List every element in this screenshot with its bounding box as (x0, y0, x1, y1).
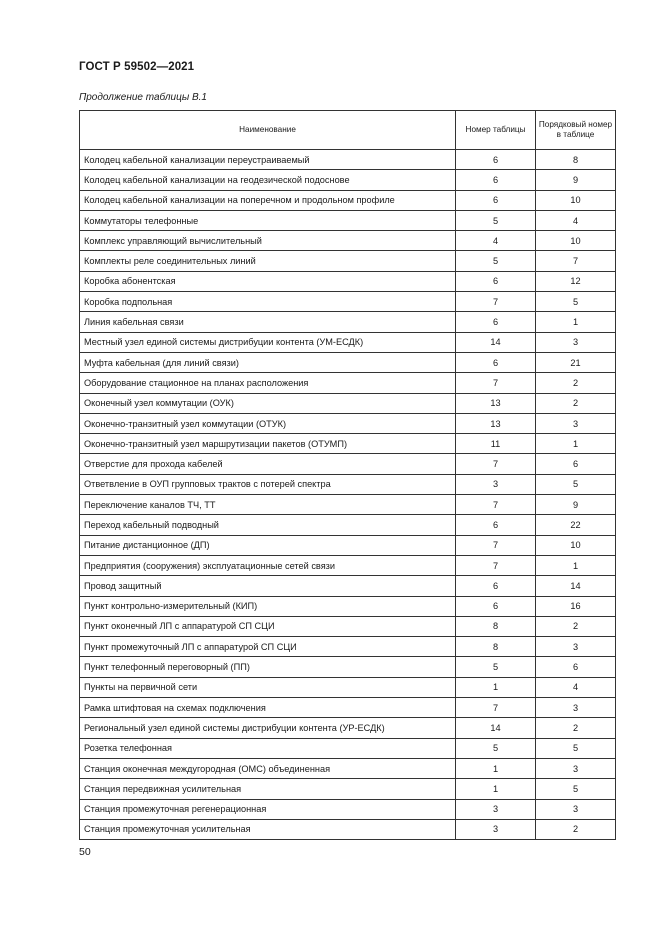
table-row (80, 373, 616, 393)
document-header: ГОСТ Р 59502—2021 (79, 61, 195, 73)
cell-order-number: 3 (536, 698, 616, 718)
page-number: 50 (79, 846, 91, 858)
cell-table-number: 7 (456, 454, 536, 474)
cell-name: Предприятия (сооружения) эксплуатационные сетей связи (80, 555, 456, 575)
cell-name: Рамка штифтовая на схемах подключения (80, 698, 456, 718)
cell-order-number: 7 (536, 251, 616, 271)
cell-order-number: 3 (536, 758, 616, 778)
cell-name: Ответвление в ОУП групповых трактов с потерей спектра (80, 474, 456, 494)
table-row (80, 190, 616, 210)
table-row (80, 251, 616, 271)
cell-order-number: 3 (536, 799, 616, 819)
cell-table-number: 1 (456, 758, 536, 778)
cell-order-number: 2 (536, 616, 616, 636)
cell-table-number: 3 (456, 474, 536, 494)
table-row (80, 231, 616, 251)
table-row (80, 434, 616, 454)
cell-table-number: 7 (456, 698, 536, 718)
table-body (80, 150, 616, 840)
cell-table-number: 13 (456, 413, 536, 433)
cell-name: Комплекс управляющий вычислительный (80, 231, 456, 251)
cell-order-number: 10 (536, 535, 616, 555)
cell-table-number: 5 (456, 657, 536, 677)
cell-name: Отверстие для прохода кабелей (80, 454, 456, 474)
cell-table-number: 3 (456, 799, 536, 819)
cell-order-number: 6 (536, 657, 616, 677)
cell-table-number: 6 (456, 576, 536, 596)
cell-order-number: 3 (536, 637, 616, 657)
cell-order-number: 1 (536, 555, 616, 575)
cell-name: Коробка подпольная (80, 292, 456, 312)
cell-table-number: 5 (456, 251, 536, 271)
table-row (80, 312, 616, 332)
table-row (80, 352, 616, 372)
cell-order-number: 16 (536, 596, 616, 616)
table-row (80, 454, 616, 474)
table-row (80, 150, 616, 170)
cell-table-number: 8 (456, 616, 536, 636)
table-caption: Продолжение таблицы В.1 (79, 92, 207, 103)
cell-table-number: 4 (456, 231, 536, 251)
cell-name: Колодец кабельной канализации переустраиваемый (80, 150, 456, 170)
table-row (80, 616, 616, 636)
cell-order-number: 6 (536, 454, 616, 474)
cell-order-number: 8 (536, 150, 616, 170)
cell-order-number: 10 (536, 190, 616, 210)
cell-order-number: 21 (536, 352, 616, 372)
table-row (80, 515, 616, 535)
cell-name: Местный узел единой системы дистрибуции контента (УМ-ЕСДК) (80, 332, 456, 352)
table-row (80, 799, 616, 819)
table-row (80, 393, 616, 413)
cell-name: Пункты на первичной сети (80, 677, 456, 697)
table-row (80, 718, 616, 738)
cell-name: Переключение каналов ТЧ, ТТ (80, 495, 456, 515)
table-row (80, 576, 616, 596)
table-row (80, 637, 616, 657)
cell-order-number: 2 (536, 373, 616, 393)
cell-name: Пункт промежуточный ЛП с аппаратурой СП СЦИ (80, 637, 456, 657)
cell-table-number: 7 (456, 535, 536, 555)
cell-order-number: 2 (536, 393, 616, 413)
cell-name: Муфта кабельная (для линий связи) (80, 352, 456, 372)
cell-order-number: 10 (536, 231, 616, 251)
table-row (80, 332, 616, 352)
table-row (80, 495, 616, 515)
cell-table-number: 5 (456, 738, 536, 758)
cell-table-number: 11 (456, 434, 536, 454)
table-row (80, 292, 616, 312)
table-row (80, 657, 616, 677)
designations-table (79, 110, 616, 840)
cell-table-number: 8 (456, 637, 536, 657)
cell-name: Оконечно-транзитный узел коммутации (ОТУК) (80, 413, 456, 433)
cell-order-number: 14 (536, 576, 616, 596)
cell-order-number: 4 (536, 210, 616, 230)
cell-name: Станция оконечная междугородная (ОМС) объединенная (80, 758, 456, 778)
cell-name: Колодец кабельной канализации на поперечном и продольном профиле (80, 190, 456, 210)
table-row (80, 555, 616, 575)
cell-name: Станция промежуточная регенерационная (80, 799, 456, 819)
cell-table-number: 13 (456, 393, 536, 413)
cell-name: Переход кабельный подводный (80, 515, 456, 535)
cell-name: Станция промежуточная усилительная (80, 819, 456, 839)
table-row (80, 738, 616, 758)
cell-order-number: 5 (536, 779, 616, 799)
cell-table-number: 7 (456, 495, 536, 515)
cell-table-number: 6 (456, 596, 536, 616)
table-row (80, 698, 616, 718)
cell-name: Региональный узел единой системы дистрибуции контента (УР-ЕСДК) (80, 718, 456, 738)
cell-table-number: 6 (456, 190, 536, 210)
cell-order-number: 5 (536, 292, 616, 312)
cell-table-number: 1 (456, 677, 536, 697)
table-row (80, 596, 616, 616)
table-row (80, 210, 616, 230)
cell-table-number: 14 (456, 718, 536, 738)
cell-order-number: 3 (536, 413, 616, 433)
table-row (80, 535, 616, 555)
table-header-row (80, 111, 616, 150)
cell-name: Розетка телефонная (80, 738, 456, 758)
cell-name: Пункт телефонный переговорный (ПП) (80, 657, 456, 677)
cell-order-number: 4 (536, 677, 616, 697)
cell-name: Провод защитный (80, 576, 456, 596)
cell-order-number: 1 (536, 434, 616, 454)
table-row (80, 474, 616, 494)
cell-order-number: 2 (536, 718, 616, 738)
cell-name: Пункт оконечный ЛП с аппаратурой СП СЦИ (80, 616, 456, 636)
cell-order-number: 22 (536, 515, 616, 535)
cell-name: Питание дистанционное (ДП) (80, 535, 456, 555)
cell-name: Станция передвижная усилительная (80, 779, 456, 799)
cell-table-number: 6 (456, 352, 536, 372)
table-row (80, 271, 616, 291)
cell-order-number: 9 (536, 170, 616, 190)
cell-table-number: 6 (456, 515, 536, 535)
cell-name: Комплекты реле соединительных линий (80, 251, 456, 271)
column-header-order-number: Порядковый номер в таблице (536, 111, 616, 150)
table-row (80, 170, 616, 190)
cell-table-number: 3 (456, 819, 536, 839)
cell-name: Пункт контрольно-измерительный (КИП) (80, 596, 456, 616)
cell-order-number: 5 (536, 738, 616, 758)
cell-table-number: 7 (456, 555, 536, 575)
cell-order-number: 5 (536, 474, 616, 494)
cell-table-number: 5 (456, 210, 536, 230)
cell-order-number: 12 (536, 271, 616, 291)
cell-table-number: 6 (456, 170, 536, 190)
cell-table-number: 6 (456, 150, 536, 170)
cell-order-number: 9 (536, 495, 616, 515)
cell-name: Оконечно-транзитный узел маршрутизации пакетов (ОТУМП) (80, 434, 456, 454)
table-row (80, 779, 616, 799)
cell-order-number: 1 (536, 312, 616, 332)
cell-order-number: 3 (536, 332, 616, 352)
cell-table-number: 6 (456, 271, 536, 291)
cell-table-number: 7 (456, 292, 536, 312)
table-row (80, 819, 616, 839)
cell-name: Коммутаторы телефонные (80, 210, 456, 230)
cell-name: Коробка абонентская (80, 271, 456, 291)
cell-name: Оборудование стационное на планах расположения (80, 373, 456, 393)
table-row (80, 677, 616, 697)
cell-name: Линия кабельная связи (80, 312, 456, 332)
cell-table-number: 7 (456, 373, 536, 393)
cell-name: Оконечный узел коммутации (ОУК) (80, 393, 456, 413)
cell-table-number: 6 (456, 312, 536, 332)
cell-order-number: 2 (536, 819, 616, 839)
table-row (80, 758, 616, 778)
cell-table-number: 14 (456, 332, 536, 352)
column-header-table-number: Номер таблицы (456, 111, 536, 150)
column-header-name: Наименование (80, 111, 456, 150)
table-row (80, 413, 616, 433)
cell-name: Колодец кабельной канализации на геодезической подоснове (80, 170, 456, 190)
cell-table-number: 1 (456, 779, 536, 799)
